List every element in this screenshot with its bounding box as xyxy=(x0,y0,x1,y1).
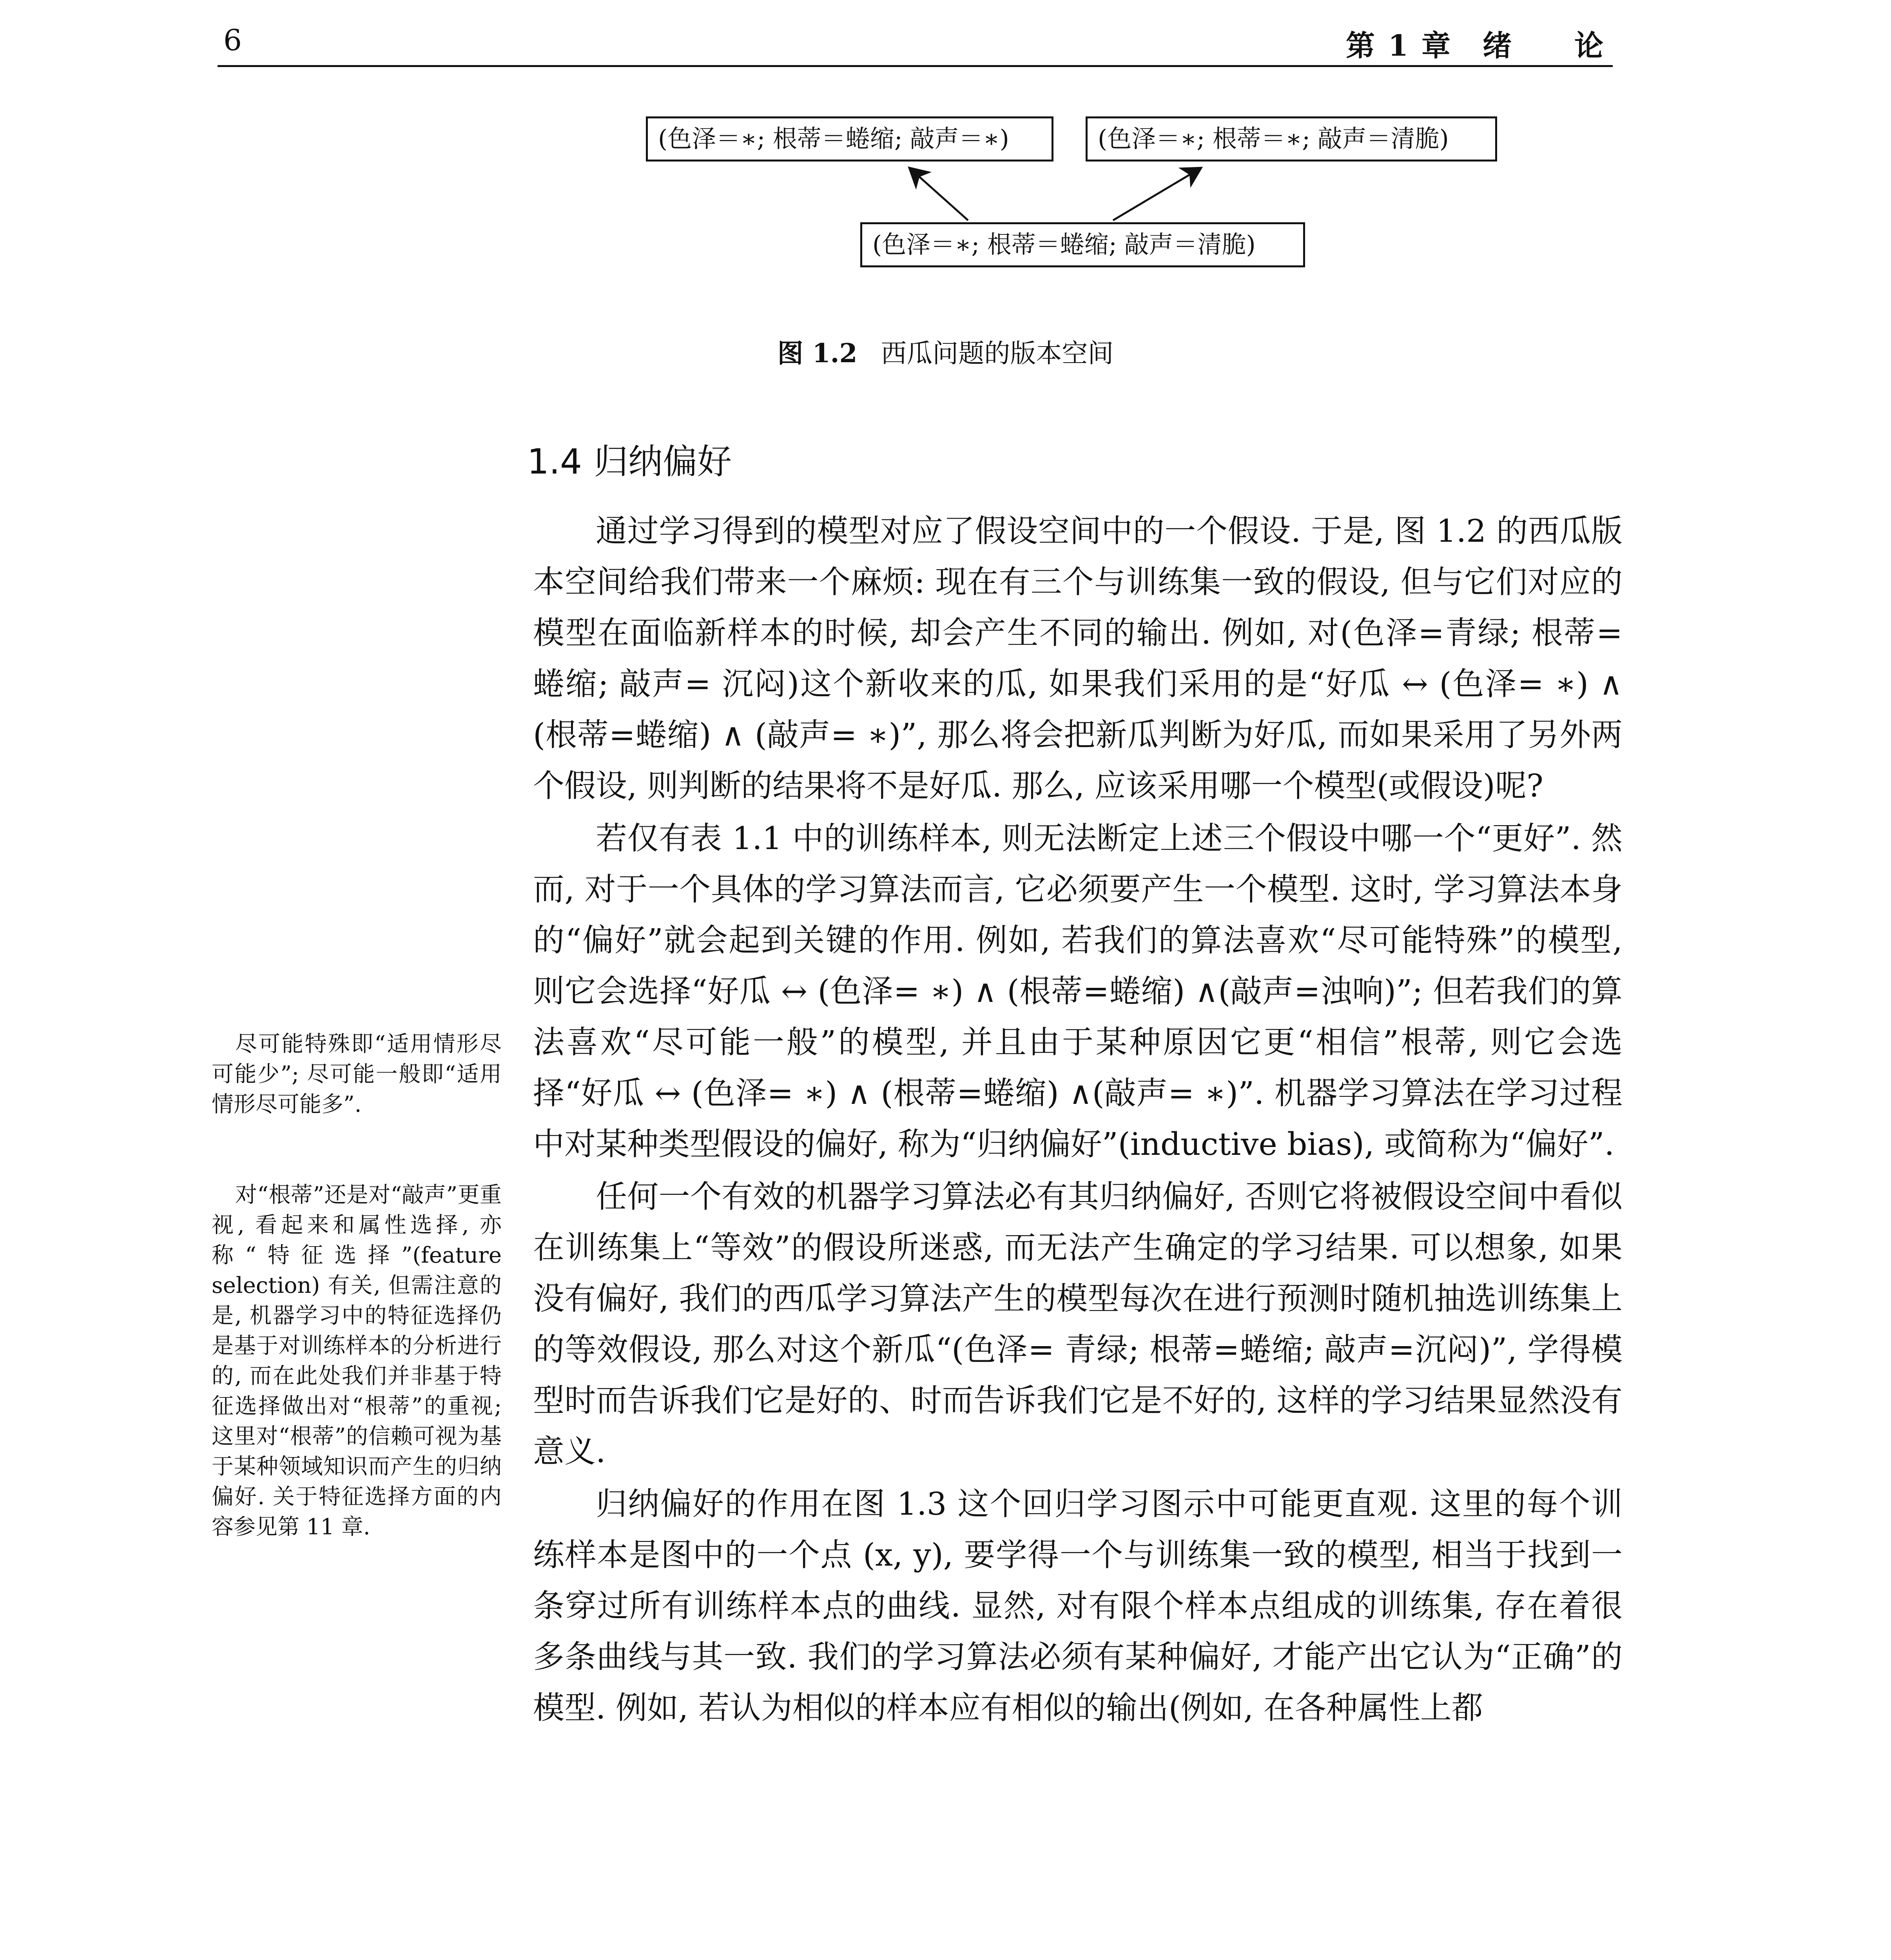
arrow-to-right-box xyxy=(1113,168,1201,220)
hypothesis-box-bottom: (色泽＝∗; 根蒂＝蜷缩; 敲声＝清脆) xyxy=(860,222,1305,267)
hypothesis-box-right: (色泽＝∗; 根蒂＝∗; 敲声＝清脆) xyxy=(1086,116,1497,162)
paragraph: 若仅有表 1.1 中的训练样本, 则无法断定上述三个假设中哪一个“更好”. 然而, 对于一个具体的学习算法而言, 它必须要产生一个模型. 这时, 学习算法本身的“偏好”就会起到关键的作用. 例如, 若我们的算法喜欢“尽可能特殊”的模型, 则它会选择“好瓜 ↔ (色泽= ∗) ∧ (根蒂=蜷缩) ∧(敲声=浊响)”; 但若我们的算法喜欢“尽可能一般”的模型, 并且由于某种原因它更“相信”根蒂, 则它会选择“好瓜 ↔ (色泽= ∗) ∧ (根蒂=蜷缩) ∧(敲声= ∗)”. 机器学习算法在学习过程中对某种类型假设的偏好, 称为“归纳偏好”(inductive bias), 或简称为“偏好”. xyxy=(533,820,1623,1162)
figure-caption-label: 图 1.2 xyxy=(777,338,858,368)
body-text xyxy=(533,506,1623,1734)
figure-caption xyxy=(0,332,1891,370)
section-title: 归纳偏好 xyxy=(593,441,732,482)
paragraph: 归纳偏好的作用在图 1.3 这个回归学习图示中可能更直观. 这里的每个训练样本是图中的一个点 (x, y), 要学得一个与训练集一致的模型, 相当于找到一条穿过所有训练样本点的曲线. 显然, 对有限个样本点组成的训练集, 存在着很多条曲线与其一致. 我们的学习算法必须有某种偏好, 才能产出它认为“正确”的模型. 例如, 若认为相似的样本应有相似的输出(例如, 在各种属性上都 xyxy=(533,1486,1623,1726)
paragraph: 通过学习得到的模型对应了假设空间中的一个假设. 于是, 图 1.2 的西瓜版本空间给我们带来一个麻烦: 现在有三个与训练集一致的假设, 但与它们对应的模型在面临新样本的时候, 却会产生不同的输出. 例如, 对(色泽=青绿; 根蒂= 蜷缩; 敲声= 沉闷)这个新收来的瓜, 如果我们采用的是“好瓜 ↔ (色泽= ∗) ∧ (根蒂=蜷缩) ∧ (敲声= ∗)”, 那么将会把新瓜判断为好瓜, 而如果采用了另外两个假设, 则判断的结果将不是好瓜. 那么, 应该采用哪一个模型(或假设)呢? xyxy=(533,513,1623,804)
paragraph: 任何一个有效的机器学习算法必有其归纳偏好, 否则它将被假设空间中看似在训练集上“等效”的假设所迷惑, 而无法产生确定的学习结果. 可以想象, 如果没有偏好, 我们的西瓜学习算法产生的模型每次在进行预测时随机抽选训练集上的等效假设, 那么对这个新瓜“(色泽= 青绿; 根蒂=蜷缩; 敲声=沉闷)”, 学得模型时而告诉我们它是好的、时而告诉我们它是不好的, 这样的学习结果显然没有意义. xyxy=(533,1178,1623,1470)
figure-caption-text: 西瓜问题的版本空间 xyxy=(881,338,1114,368)
arrow-to-left-box xyxy=(909,168,968,220)
watermark xyxy=(1653,1958,1875,1960)
margin-note-text: 对“根蒂”还是对“敲声”更重视, 看起来和属性选择, 亦称“特征选择”(feature selection) 有关, 但需注意的是, 机器学习中的特征选择仍是基于对训练样本的分析进行的, 而在此处我们并非基于特征选择做出对“根蒂”的重视; 这里对“根蒂”的信赖可视为基于某种领域知识而产生的归纳偏好. 关于特征选择方面的内容参见第 11 章. xyxy=(212,1182,502,1540)
margin-note xyxy=(212,1180,502,1542)
section-number: 1.4 xyxy=(527,441,582,482)
section-heading xyxy=(527,434,732,484)
chapter-title: 第 1 章 绪 论 xyxy=(1345,29,1605,63)
margin-note-text: 尽可能特殊即“适用情形尽可能少”; 尽可能一般即“适用情形尽可能多”. xyxy=(212,1031,502,1117)
hypothesis-box-left: (色泽＝∗; 根蒂＝蜷缩; 敲声＝∗) xyxy=(646,116,1053,162)
header-rule xyxy=(218,65,1613,67)
page-number: 6 xyxy=(223,24,242,57)
margin-note xyxy=(212,1029,502,1120)
